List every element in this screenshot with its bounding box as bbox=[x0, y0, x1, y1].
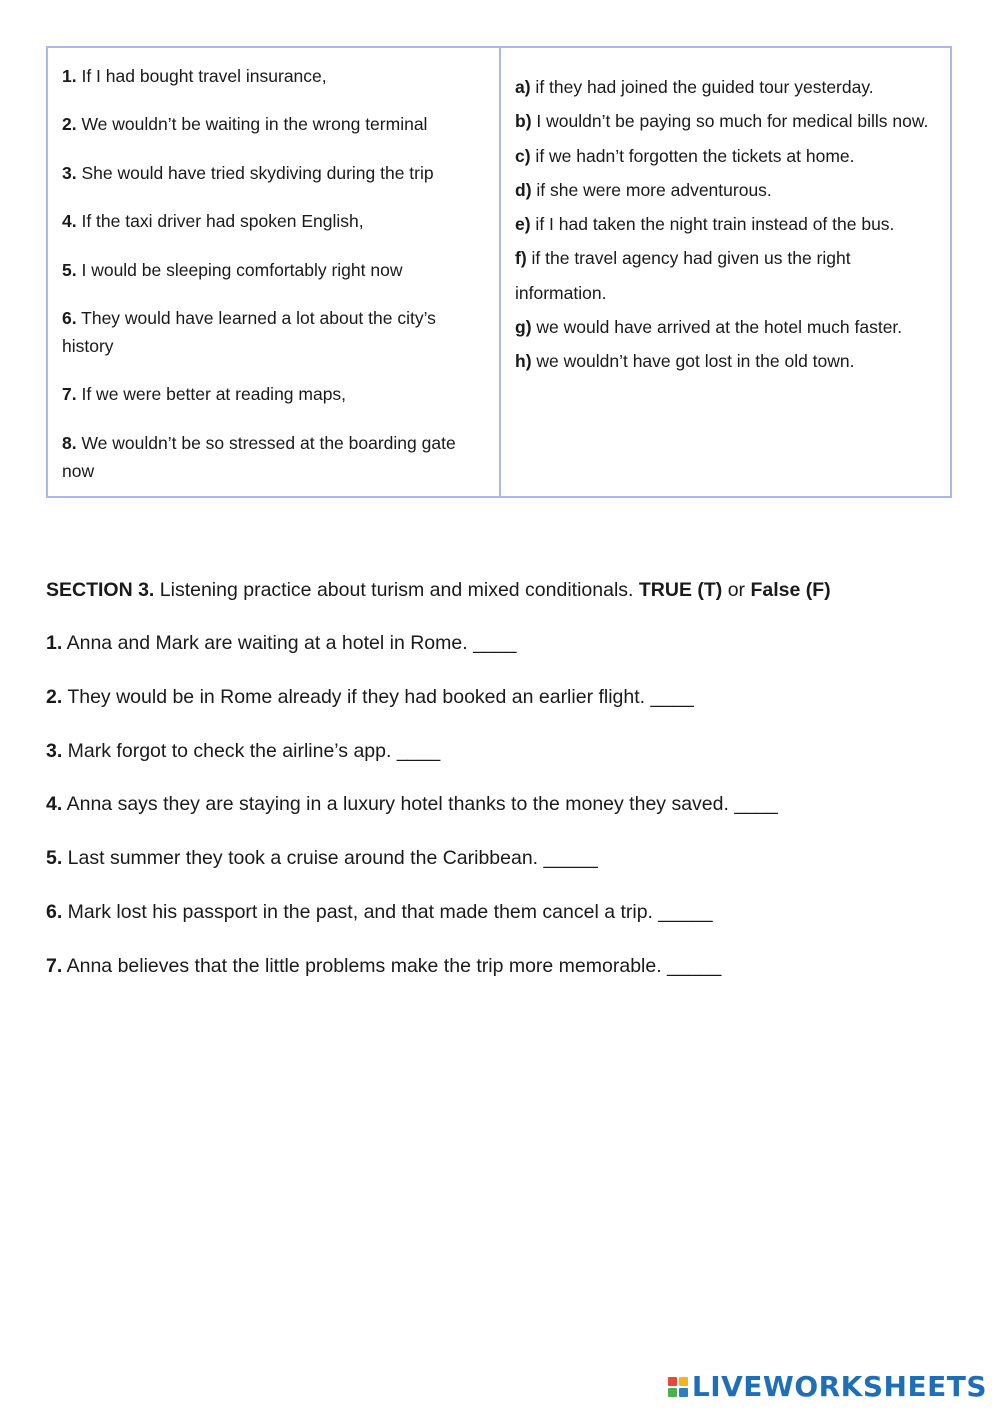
clause-item: 1. If I had bought travel insurance, bbox=[62, 66, 327, 86]
clause-item: 3. She would have tried skydiving during the trip bbox=[62, 163, 434, 183]
clause-item: 6. They would have learned a lot about the city’s history bbox=[62, 308, 436, 356]
true-false-item: 7. Anna believes that the little problems make the trip more memorable. _____ bbox=[46, 955, 722, 977]
liveworksheets-logo[interactable] bbox=[668, 1370, 987, 1403]
true-false-item: 3. Mark forgot to check the airline’s app. ____ bbox=[46, 740, 441, 762]
true-false-item: 5. Last summer they took a cruise around the Caribbean. _____ bbox=[46, 847, 598, 869]
clauses-column bbox=[48, 48, 501, 496]
liveworksheets-logo-icon bbox=[668, 1377, 688, 1397]
endings-column bbox=[501, 48, 950, 496]
logo-block bbox=[668, 1388, 677, 1397]
logo-block bbox=[668, 1377, 677, 1386]
ending-item: f) if the travel agency had given us the right information. bbox=[515, 248, 851, 303]
true-false-item: 4. Anna says they are staying in a luxury hotel thanks to the money they saved. ____ bbox=[46, 793, 778, 815]
logo-block bbox=[679, 1377, 688, 1386]
ending-item: b) I wouldn’t be paying so much for medical bills now. bbox=[515, 111, 929, 132]
ending-item: d) if she were more adventurous. bbox=[515, 179, 772, 200]
logo-text: LIVEWORKSHEETS bbox=[691, 1370, 987, 1403]
ending-item: g) we would have arrived at the hotel much faster. bbox=[515, 317, 903, 338]
ending-item: h) we wouldn’t have got lost in the old town. bbox=[515, 351, 855, 372]
clause-item: 5. I would be sleeping comfortably right now bbox=[62, 260, 403, 280]
ending-item: e) if I had taken the night train instead of the bus. bbox=[515, 214, 895, 235]
true-false-item: 1. Anna and Mark are waiting at a hotel in Rome. ____ bbox=[46, 632, 517, 654]
clause-item: 8. We wouldn’t be so stressed at the boarding gate now bbox=[62, 433, 456, 481]
section-3-title: SECTION 3. Listening practice about turism and mixed conditionals. TRUE (T) or False (F) bbox=[46, 579, 831, 601]
ending-item: c) if we hadn’t forgotten the tickets at home. bbox=[515, 145, 855, 166]
logo-block bbox=[679, 1388, 688, 1397]
clause-item: 4. If the taxi driver had spoken English, bbox=[62, 211, 364, 231]
true-false-item: 6. Mark lost his passport in the past, and that made them cancel a trip. _____ bbox=[46, 901, 713, 923]
matching-table bbox=[46, 46, 952, 498]
clause-item: 7. If we were better at reading maps, bbox=[62, 384, 347, 404]
clause-item: 2. We wouldn’t be waiting in the wrong terminal bbox=[62, 114, 428, 134]
true-false-item: 2. They would be in Rome already if they had booked an earlier flight. ____ bbox=[46, 686, 694, 708]
ending-item: a) if they had joined the guided tour yesterday. bbox=[515, 77, 874, 97]
